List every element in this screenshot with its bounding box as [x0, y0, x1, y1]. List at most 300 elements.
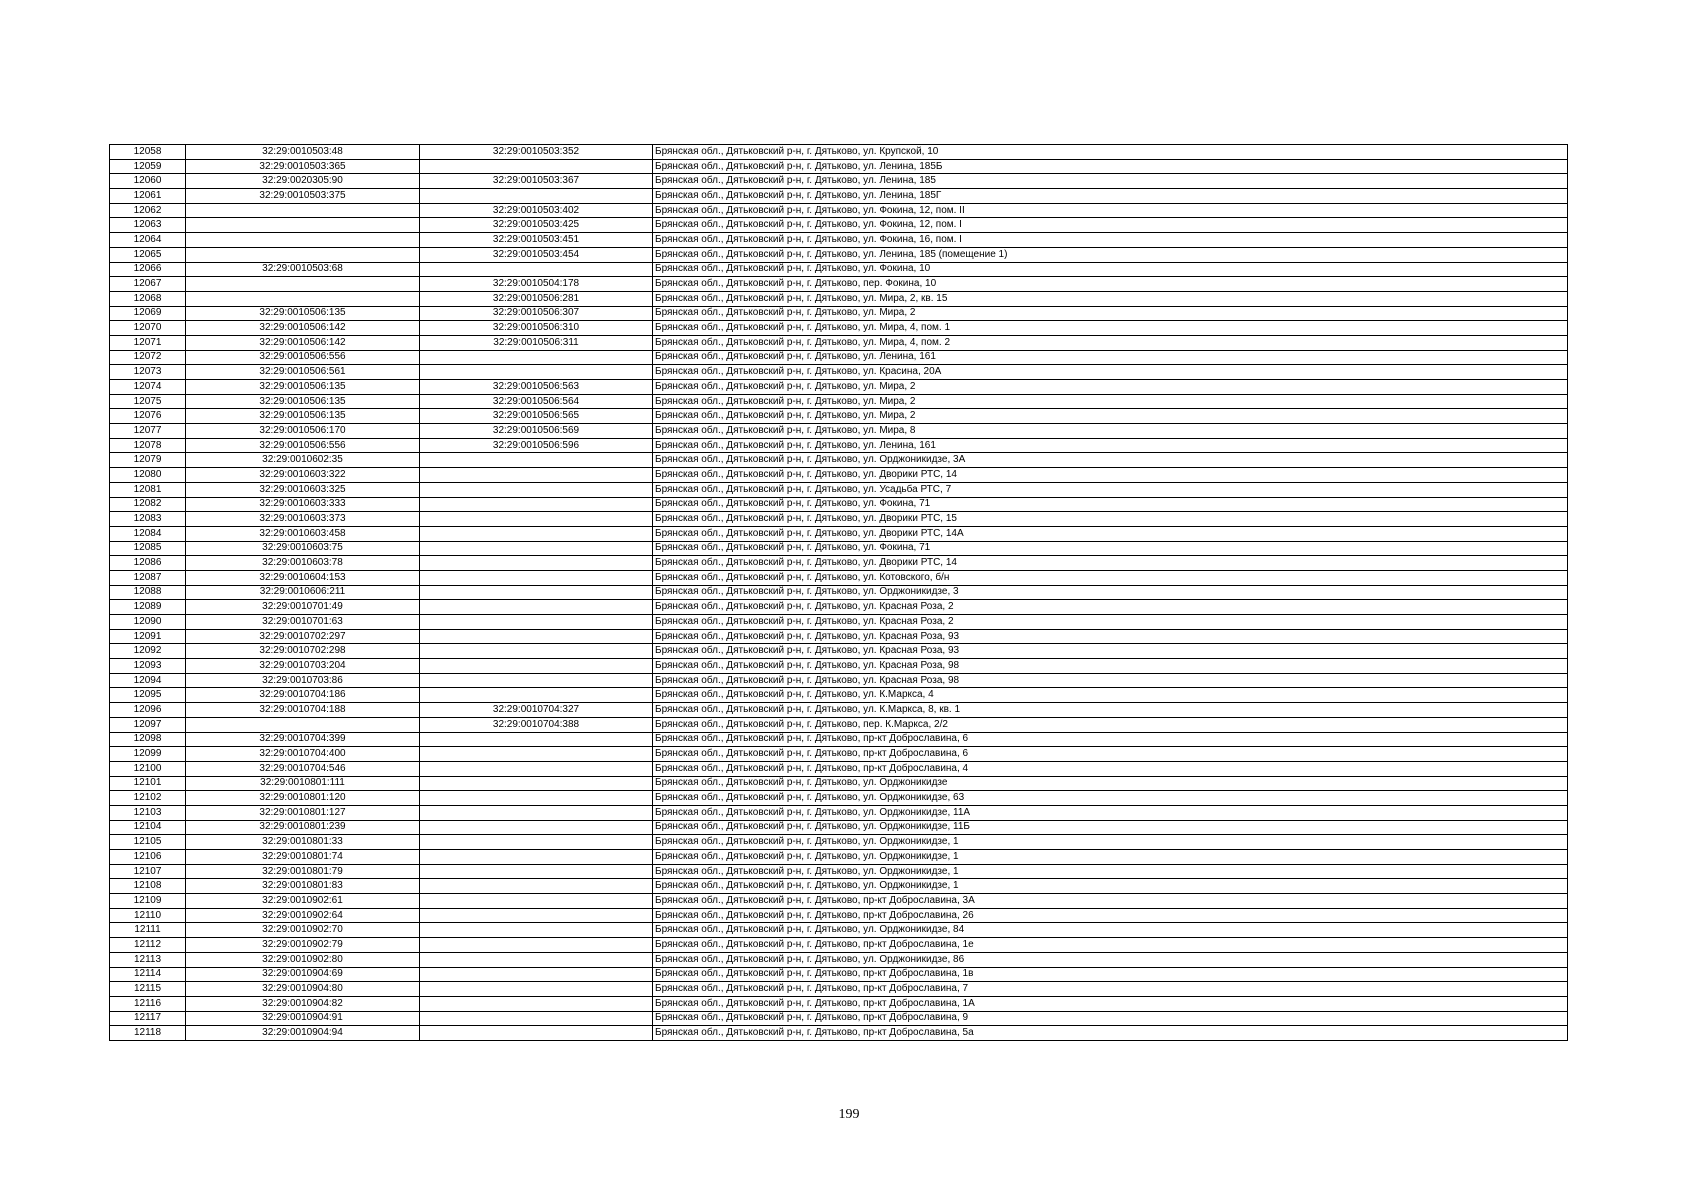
table-row	[110, 203, 1568, 218]
table-row	[110, 908, 1568, 923]
address-cell: Брянская обл., Дятьковский р-н, г. Дятьково, пр-кт Доброславина, 5а	[653, 1026, 1568, 1041]
row-number-cell: 12068	[110, 291, 186, 306]
object-cadastral-number-cell	[420, 159, 653, 174]
object-cadastral-number-cell: 32:29:0010503:425	[420, 218, 653, 233]
object-cadastral-number-cell	[420, 526, 653, 541]
row-number-cell: 12059	[110, 159, 186, 174]
row-number-cell: 12105	[110, 835, 186, 850]
address-cell: Брянская обл., Дятьковский р-н, г. Дятьково, ул. Мира, 2	[653, 306, 1568, 321]
row-number-cell: 12088	[110, 585, 186, 600]
object-cadastral-number-cell	[420, 556, 653, 571]
object-cadastral-number-cell	[420, 894, 653, 909]
object-cadastral-number-cell	[420, 189, 653, 204]
row-number-cell: 12081	[110, 482, 186, 497]
address-cell: Брянская обл., Дятьковский р-н, г. Дятьково, ул. Красная Роза, 2	[653, 600, 1568, 615]
land-cadastral-number-cell: 32:29:0010606:211	[186, 585, 420, 600]
table-row	[110, 453, 1568, 468]
address-cell: Брянская обл., Дятьковский р-н, г. Дятьково, ул. Красина, 20А	[653, 365, 1568, 380]
row-number-cell: 12087	[110, 570, 186, 585]
object-cadastral-number-cell	[420, 673, 653, 688]
land-cadastral-number-cell: 32:29:0010904:69	[186, 967, 420, 982]
land-cadastral-number-cell: 32:29:0010503:375	[186, 189, 420, 204]
address-cell: Брянская обл., Дятьковский р-н, г. Дятьково, ул. Орджоникидзе, 1	[653, 835, 1568, 850]
land-cadastral-number-cell: 32:29:0010506:561	[186, 365, 420, 380]
row-number-cell: 12065	[110, 247, 186, 262]
table-row	[110, 482, 1568, 497]
land-cadastral-number-cell: 32:29:0010604:153	[186, 570, 420, 585]
address-cell: Брянская обл., Дятьковский р-н, г. Дятьково, ул. Красная Роза, 93	[653, 629, 1568, 644]
object-cadastral-number-cell	[420, 482, 653, 497]
table-row	[110, 1011, 1568, 1026]
row-number-cell: 12100	[110, 761, 186, 776]
row-number-cell: 12071	[110, 335, 186, 350]
table-row	[110, 394, 1568, 409]
table-row	[110, 526, 1568, 541]
object-cadastral-number-cell	[420, 1026, 653, 1041]
land-cadastral-number-cell	[186, 277, 420, 292]
row-number-cell: 12086	[110, 556, 186, 571]
address-cell: Брянская обл., Дятьковский р-н, г. Дятьково, ул. Красная Роза, 2	[653, 615, 1568, 630]
address-cell: Брянская обл., Дятьковский р-н, г. Дятьково, ул. Красная Роза, 98	[653, 673, 1568, 688]
object-cadastral-number-cell	[420, 615, 653, 630]
object-cadastral-number-cell	[420, 600, 653, 615]
row-number-cell: 12082	[110, 497, 186, 512]
object-cadastral-number-cell	[420, 659, 653, 674]
address-cell: Брянская обл., Дятьковский р-н, г. Дятьково, ул. Усадьба РТС, 7	[653, 482, 1568, 497]
land-cadastral-number-cell: 32:29:0010506:142	[186, 335, 420, 350]
land-cadastral-number-cell	[186, 218, 420, 233]
address-cell: Брянская обл., Дятьковский р-н, г. Дятьково, ул. Фокина, 71	[653, 541, 1568, 556]
table-row	[110, 512, 1568, 527]
object-cadastral-number-cell	[420, 761, 653, 776]
land-cadastral-number-cell: 32:29:0010506:135	[186, 306, 420, 321]
table-row	[110, 644, 1568, 659]
land-cadastral-number-cell: 32:29:0010801:120	[186, 791, 420, 806]
land-cadastral-number-cell: 32:29:0010902:64	[186, 908, 420, 923]
land-cadastral-number-cell: 32:29:0010702:298	[186, 644, 420, 659]
row-number-cell: 12095	[110, 688, 186, 703]
row-number-cell: 12077	[110, 424, 186, 439]
object-cadastral-number-cell	[420, 820, 653, 835]
object-cadastral-number-cell: 32:29:0010506:310	[420, 321, 653, 336]
object-cadastral-number-cell: 32:29:0010704:327	[420, 703, 653, 718]
land-cadastral-number-cell: 32:29:0010704:546	[186, 761, 420, 776]
object-cadastral-number-cell: 32:29:0010506:564	[420, 394, 653, 409]
address-cell: Брянская обл., Дятьковский р-н, г. Дятьково, ул. Мира, 2	[653, 394, 1568, 409]
row-number-cell: 12103	[110, 805, 186, 820]
address-cell: Брянская обл., Дятьковский р-н, г. Дятьково, ул. Ленина, 185Г	[653, 189, 1568, 204]
address-cell: Брянская обл., Дятьковский р-н, г. Дятьково, ул. Фокина, 71	[653, 497, 1568, 512]
table-row	[110, 306, 1568, 321]
land-cadastral-number-cell: 32:29:0010503:48	[186, 145, 420, 160]
land-cadastral-number-cell: 32:29:0010603:75	[186, 541, 420, 556]
land-cadastral-number-cell: 32:29:0010801:33	[186, 835, 420, 850]
row-number-cell: 12083	[110, 512, 186, 527]
row-number-cell: 12064	[110, 233, 186, 248]
address-cell: Брянская обл., Дятьковский р-н, г. Дятьково, ул. Мира, 2	[653, 380, 1568, 395]
address-cell: Брянская обл., Дятьковский р-н, г. Дятьково, пр-кт Доброславина, 4	[653, 761, 1568, 776]
address-cell: Брянская обл., Дятьковский р-н, г. Дятьково, ул. Ленина, 161	[653, 438, 1568, 453]
land-cadastral-number-cell: 32:29:0010704:400	[186, 747, 420, 762]
object-cadastral-number-cell: 32:29:0010506:307	[420, 306, 653, 321]
object-cadastral-number-cell	[420, 350, 653, 365]
land-cadastral-number-cell: 32:29:0010801:79	[186, 864, 420, 879]
object-cadastral-number-cell	[420, 982, 653, 997]
table-row	[110, 703, 1568, 718]
table-row	[110, 145, 1568, 160]
object-cadastral-number-cell	[420, 967, 653, 982]
address-cell: Брянская обл., Дятьковский р-н, г. Дятьково, ул. Орджоникидзе, 1	[653, 864, 1568, 879]
object-cadastral-number-cell: 32:29:0010503:402	[420, 203, 653, 218]
table-row	[110, 923, 1568, 938]
land-cadastral-number-cell: 32:29:0010704:188	[186, 703, 420, 718]
row-number-cell: 12117	[110, 1011, 186, 1026]
object-cadastral-number-cell: 32:29:0010506:311	[420, 335, 653, 350]
land-cadastral-number-cell	[186, 203, 420, 218]
object-cadastral-number-cell	[420, 952, 653, 967]
object-cadastral-number-cell	[420, 688, 653, 703]
land-cadastral-number-cell: 32:29:0010703:204	[186, 659, 420, 674]
row-number-cell: 12096	[110, 703, 186, 718]
object-cadastral-number-cell	[420, 468, 653, 483]
row-number-cell: 12080	[110, 468, 186, 483]
address-cell: Брянская обл., Дятьковский р-н, г. Дятьково, ул. Ленина, 161	[653, 350, 1568, 365]
land-cadastral-number-cell: 32:29:0010506:142	[186, 321, 420, 336]
land-cadastral-number-cell: 32:29:0010904:91	[186, 1011, 420, 1026]
address-cell: Брянская обл., Дятьковский р-н, г. Дятьково, ул. Орджоникидзе, 3	[653, 585, 1568, 600]
table-row	[110, 805, 1568, 820]
land-cadastral-number-cell: 32:29:0010701:63	[186, 615, 420, 630]
table-row	[110, 864, 1568, 879]
address-cell: Брянская обл., Дятьковский р-н, г. Дятьково, ул. Мира, 2	[653, 409, 1568, 424]
table-row	[110, 894, 1568, 909]
object-cadastral-number-cell	[420, 923, 653, 938]
land-cadastral-number-cell: 32:29:0010801:111	[186, 776, 420, 791]
row-number-cell: 12118	[110, 1026, 186, 1041]
object-cadastral-number-cell	[420, 541, 653, 556]
object-cadastral-number-cell	[420, 791, 653, 806]
table-row	[110, 424, 1568, 439]
object-cadastral-number-cell	[420, 262, 653, 277]
object-cadastral-number-cell: 32:29:0010506:565	[420, 409, 653, 424]
table-row	[110, 600, 1568, 615]
land-cadastral-number-cell: 32:29:0010603:333	[186, 497, 420, 512]
table-row	[110, 1026, 1568, 1041]
row-number-cell: 12107	[110, 864, 186, 879]
row-number-cell: 12094	[110, 673, 186, 688]
row-number-cell: 12066	[110, 262, 186, 277]
table-row	[110, 850, 1568, 865]
table-row	[110, 996, 1568, 1011]
row-number-cell: 12085	[110, 541, 186, 556]
address-cell: Брянская обл., Дятьковский р-н, г. Дятьково, ул. Ленина, 185	[653, 174, 1568, 189]
address-cell: Брянская обл., Дятьковский р-н, г. Дятьково, ул. Орджоникидзе, 11Б	[653, 820, 1568, 835]
table-row	[110, 291, 1568, 306]
address-cell: Брянская обл., Дятьковский р-н, г. Дятьково, ул. Ленина, 185Б	[653, 159, 1568, 174]
land-cadastral-number-cell: 32:29:0010603:373	[186, 512, 420, 527]
land-cadastral-number-cell: 32:29:0010506:170	[186, 424, 420, 439]
address-cell: Брянская обл., Дятьковский р-н, г. Дятьково, ул. К.Маркса, 8, кв. 1	[653, 703, 1568, 718]
land-cadastral-number-cell	[186, 233, 420, 248]
row-number-cell: 12060	[110, 174, 186, 189]
land-cadastral-number-cell: 32:29:0010702:297	[186, 629, 420, 644]
table-row	[110, 835, 1568, 850]
address-cell: Брянская обл., Дятьковский р-н, г. Дятьково, ул. Котовского, б/н	[653, 570, 1568, 585]
address-cell: Брянская обл., Дятьковский р-н, г. Дятьково, ул. Орджоникидзе, 3А	[653, 453, 1568, 468]
land-cadastral-number-cell: 32:29:0010701:49	[186, 600, 420, 615]
address-cell: Брянская обл., Дятьковский р-н, г. Дятьково, пр-кт Доброславина, 1А	[653, 996, 1568, 1011]
object-cadastral-number-cell: 32:29:0010503:367	[420, 174, 653, 189]
address-cell: Брянская обл., Дятьковский р-н, г. Дятьково, пр-кт Доброславина, 6	[653, 747, 1568, 762]
address-cell: Брянская обл., Дятьковский р-н, г. Дятьково, ул. Орджоникидзе, 1	[653, 879, 1568, 894]
address-cell: Брянская обл., Дятьковский р-н, г. Дятьково, ул. Дворики РТС, 15	[653, 512, 1568, 527]
table-row	[110, 350, 1568, 365]
table-row	[110, 335, 1568, 350]
land-cadastral-number-cell: 32:29:0010603:78	[186, 556, 420, 571]
address-cell: Брянская обл., Дятьковский р-н, г. Дятьково, ул. Дворики РТС, 14	[653, 468, 1568, 483]
land-cadastral-number-cell: 32:29:0010904:80	[186, 982, 420, 997]
object-cadastral-number-cell	[420, 585, 653, 600]
land-cadastral-number-cell: 32:29:0010603:325	[186, 482, 420, 497]
table-row	[110, 615, 1568, 630]
address-cell: Брянская обл., Дятьковский р-н, г. Дятьково, ул. Орджоникидзе, 84	[653, 923, 1568, 938]
land-cadastral-number-cell: 32:29:0010902:80	[186, 952, 420, 967]
table-row	[110, 732, 1568, 747]
object-cadastral-number-cell: 32:29:0010503:451	[420, 233, 653, 248]
object-cadastral-number-cell: 32:29:0010506:281	[420, 291, 653, 306]
table-row	[110, 629, 1568, 644]
address-cell: Брянская обл., Дятьковский р-н, г. Дятьково, пер. К.Маркса, 2/2	[653, 717, 1568, 732]
table-row	[110, 247, 1568, 262]
row-number-cell: 12058	[110, 145, 186, 160]
table-row	[110, 717, 1568, 732]
row-number-cell: 12070	[110, 321, 186, 336]
land-cadastral-number-cell: 32:29:0010703:86	[186, 673, 420, 688]
land-cadastral-number-cell: 32:29:0010904:94	[186, 1026, 420, 1041]
row-number-cell: 12069	[110, 306, 186, 321]
object-cadastral-number-cell: 32:29:0010506:563	[420, 380, 653, 395]
table-row	[110, 952, 1568, 967]
table-row	[110, 967, 1568, 982]
table-row	[110, 365, 1568, 380]
address-cell: Брянская обл., Дятьковский р-н, г. Дятьково, ул. Фокина, 10	[653, 262, 1568, 277]
address-cell: Брянская обл., Дятьковский р-н, г. Дятьково, ул. Мира, 8	[653, 424, 1568, 439]
address-cell: Брянская обл., Дятьковский р-н, г. Дятьково, ул. Дворики РТС, 14А	[653, 526, 1568, 541]
address-cell: Брянская обл., Дятьковский р-н, г. Дятьково, пр-кт Доброславина, 6	[653, 732, 1568, 747]
object-cadastral-number-cell	[420, 938, 653, 953]
address-cell: Брянская обл., Дятьковский р-н, г. Дятьково, ул. Фокина, 12, пом. I	[653, 218, 1568, 233]
row-number-cell: 12090	[110, 615, 186, 630]
row-number-cell: 12075	[110, 394, 186, 409]
address-cell: Брянская обл., Дятьковский р-н, г. Дятьково, пр-кт Доброславина, 1в	[653, 967, 1568, 982]
address-cell: Брянская обл., Дятьковский р-н, г. Дятьково, ул. Орджоникидзе, 11А	[653, 805, 1568, 820]
table-row	[110, 570, 1568, 585]
row-number-cell: 12063	[110, 218, 186, 233]
table-row	[110, 585, 1568, 600]
object-cadastral-number-cell	[420, 570, 653, 585]
page-number: 199	[838, 1107, 860, 1122]
address-cell: Брянская обл., Дятьковский р-н, г. Дятьково, ул. Дворики РТС, 14	[653, 556, 1568, 571]
row-number-cell: 12091	[110, 629, 186, 644]
row-number-cell: 12110	[110, 908, 186, 923]
row-number-cell: 12097	[110, 717, 186, 732]
table-row	[110, 233, 1568, 248]
address-cell: Брянская обл., Дятьковский р-н, г. Дятьково, пр-кт Доброславина, 1е	[653, 938, 1568, 953]
object-cadastral-number-cell: 32:29:0010506:596	[420, 438, 653, 453]
land-cadastral-number-cell: 32:29:0010506:135	[186, 394, 420, 409]
land-cadastral-number-cell: 32:29:0010506:556	[186, 438, 420, 453]
address-cell: Брянская обл., Дятьковский р-н, г. Дятьково, ул. Красная Роза, 98	[653, 659, 1568, 674]
row-number-cell: 12073	[110, 365, 186, 380]
table-row	[110, 879, 1568, 894]
object-cadastral-number-cell	[420, 629, 653, 644]
address-cell: Брянская обл., Дятьковский р-н, г. Дятьково, пр-кт Доброславина, 9	[653, 1011, 1568, 1026]
row-number-cell: 12079	[110, 453, 186, 468]
land-cadastral-number-cell: 32:29:0010801:127	[186, 805, 420, 820]
registry-table	[109, 144, 1568, 1041]
object-cadastral-number-cell	[420, 908, 653, 923]
address-cell: Брянская обл., Дятьковский р-н, г. Дятьково, пр-кт Доброславина, 7	[653, 982, 1568, 997]
table-row	[110, 791, 1568, 806]
object-cadastral-number-cell: 32:29:0010504:178	[420, 277, 653, 292]
row-number-cell: 12114	[110, 967, 186, 982]
table-row	[110, 673, 1568, 688]
object-cadastral-number-cell	[420, 732, 653, 747]
row-number-cell: 12067	[110, 277, 186, 292]
table-row	[110, 556, 1568, 571]
table-row	[110, 468, 1568, 483]
object-cadastral-number-cell	[420, 453, 653, 468]
address-cell: Брянская обл., Дятьковский р-н, г. Дятьково, пер. Фокина, 10	[653, 277, 1568, 292]
row-number-cell: 12111	[110, 923, 186, 938]
table-row	[110, 174, 1568, 189]
object-cadastral-number-cell	[420, 512, 653, 527]
table-row	[110, 659, 1568, 674]
table-row	[110, 761, 1568, 776]
land-cadastral-number-cell: 32:29:0010902:61	[186, 894, 420, 909]
row-number-cell: 12062	[110, 203, 186, 218]
land-cadastral-number-cell	[186, 291, 420, 306]
land-cadastral-number-cell: 32:29:0010801:74	[186, 850, 420, 865]
address-cell: Брянская обл., Дятьковский р-н, г. Дятьково, ул. Красная Роза, 93	[653, 644, 1568, 659]
table-row	[110, 938, 1568, 953]
table-row	[110, 438, 1568, 453]
land-cadastral-number-cell	[186, 247, 420, 262]
object-cadastral-number-cell: 32:29:0010506:569	[420, 424, 653, 439]
row-number-cell: 12098	[110, 732, 186, 747]
row-number-cell: 12072	[110, 350, 186, 365]
land-cadastral-number-cell: 32:29:0010602:35	[186, 453, 420, 468]
address-cell: Брянская обл., Дятьковский р-н, г. Дятьково, пр-кт Доброславина, 26	[653, 908, 1568, 923]
table-row	[110, 541, 1568, 556]
row-number-cell: 12113	[110, 952, 186, 967]
object-cadastral-number-cell: 32:29:0010503:454	[420, 247, 653, 262]
object-cadastral-number-cell: 32:29:0010704:388	[420, 717, 653, 732]
address-cell: Брянская обл., Дятьковский р-н, г. Дятьково, ул. Мира, 2, кв. 15	[653, 291, 1568, 306]
table-row	[110, 321, 1568, 336]
table-row	[110, 776, 1568, 791]
row-number-cell: 12104	[110, 820, 186, 835]
land-cadastral-number-cell: 32:29:0010506:556	[186, 350, 420, 365]
row-number-cell: 12074	[110, 380, 186, 395]
table-row	[110, 820, 1568, 835]
table-row	[110, 497, 1568, 512]
address-cell: Брянская обл., Дятьковский р-н, г. Дятьково, ул. Фокина, 12, пом. II	[653, 203, 1568, 218]
address-cell: Брянская обл., Дятьковский р-н, г. Дятьково, ул. Орджоникидзе, 63	[653, 791, 1568, 806]
land-cadastral-number-cell: 32:29:0010904:82	[186, 996, 420, 1011]
land-cadastral-number-cell: 32:29:0010902:70	[186, 923, 420, 938]
row-number-cell: 12061	[110, 189, 186, 204]
land-cadastral-number-cell: 32:29:0010801:83	[186, 879, 420, 894]
row-number-cell: 12109	[110, 894, 186, 909]
address-cell: Брянская обл., Дятьковский р-н, г. Дятьково, ул. Орджоникидзе, 1	[653, 850, 1568, 865]
row-number-cell: 12092	[110, 644, 186, 659]
table-row	[110, 688, 1568, 703]
row-number-cell: 12102	[110, 791, 186, 806]
table-row	[110, 747, 1568, 762]
land-cadastral-number-cell: 32:29:0010704:186	[186, 688, 420, 703]
row-number-cell: 12076	[110, 409, 186, 424]
address-cell: Брянская обл., Дятьковский р-н, г. Дятьково, ул. Мира, 4, пом. 2	[653, 335, 1568, 350]
address-cell: Брянская обл., Дятьковский р-н, г. Дятьково, ул. Орджоникидзе, 86	[653, 952, 1568, 967]
object-cadastral-number-cell	[420, 497, 653, 512]
row-number-cell: 12115	[110, 982, 186, 997]
object-cadastral-number-cell	[420, 996, 653, 1011]
table-row	[110, 159, 1568, 174]
row-number-cell: 12101	[110, 776, 186, 791]
object-cadastral-number-cell	[420, 835, 653, 850]
row-number-cell: 12106	[110, 850, 186, 865]
land-cadastral-number-cell: 32:29:0010801:239	[186, 820, 420, 835]
land-cadastral-number-cell: 32:29:0010506:135	[186, 380, 420, 395]
object-cadastral-number-cell	[420, 776, 653, 791]
table-row	[110, 262, 1568, 277]
row-number-cell: 12099	[110, 747, 186, 762]
table-row	[110, 409, 1568, 424]
object-cadastral-number-cell	[420, 879, 653, 894]
address-cell: Брянская обл., Дятьковский р-н, г. Дятьково, ул. Фокина, 16, пом. I	[653, 233, 1568, 248]
object-cadastral-number-cell: 32:29:0010503:352	[420, 145, 653, 160]
row-number-cell: 12078	[110, 438, 186, 453]
table-row	[110, 189, 1568, 204]
land-cadastral-number-cell: 32:29:0010902:79	[186, 938, 420, 953]
address-cell: Брянская обл., Дятьковский р-н, г. Дятьково, ул. Крупской, 10	[653, 145, 1568, 160]
land-cadastral-number-cell: 32:29:0010704:399	[186, 732, 420, 747]
table-row	[110, 277, 1568, 292]
land-cadastral-number-cell: 32:29:0020305:90	[186, 174, 420, 189]
address-cell: Брянская обл., Дятьковский р-н, г. Дятьково, ул. Ленина, 185 (помещение 1)	[653, 247, 1568, 262]
row-number-cell: 12093	[110, 659, 186, 674]
land-cadastral-number-cell: 32:29:0010506:135	[186, 409, 420, 424]
object-cadastral-number-cell	[420, 747, 653, 762]
table-row	[110, 380, 1568, 395]
address-cell: Брянская обл., Дятьковский р-н, г. Дятьково, пр-кт Доброславина, 3А	[653, 894, 1568, 909]
object-cadastral-number-cell	[420, 850, 653, 865]
land-cadastral-number-cell: 32:29:0010503:365	[186, 159, 420, 174]
row-number-cell: 12108	[110, 879, 186, 894]
object-cadastral-number-cell	[420, 1011, 653, 1026]
address-cell: Брянская обл., Дятьковский р-н, г. Дятьково, ул. Орджоникидзе	[653, 776, 1568, 791]
land-cadastral-number-cell	[186, 717, 420, 732]
row-number-cell: 12089	[110, 600, 186, 615]
land-cadastral-number-cell: 32:29:0010603:322	[186, 468, 420, 483]
table-row	[110, 982, 1568, 997]
row-number-cell: 12084	[110, 526, 186, 541]
land-cadastral-number-cell: 32:29:0010503:68	[186, 262, 420, 277]
table-row	[110, 218, 1568, 233]
registry-table-body	[110, 145, 1568, 1041]
address-cell: Брянская обл., Дятьковский р-н, г. Дятьково, ул. Мира, 4, пом. 1	[653, 321, 1568, 336]
